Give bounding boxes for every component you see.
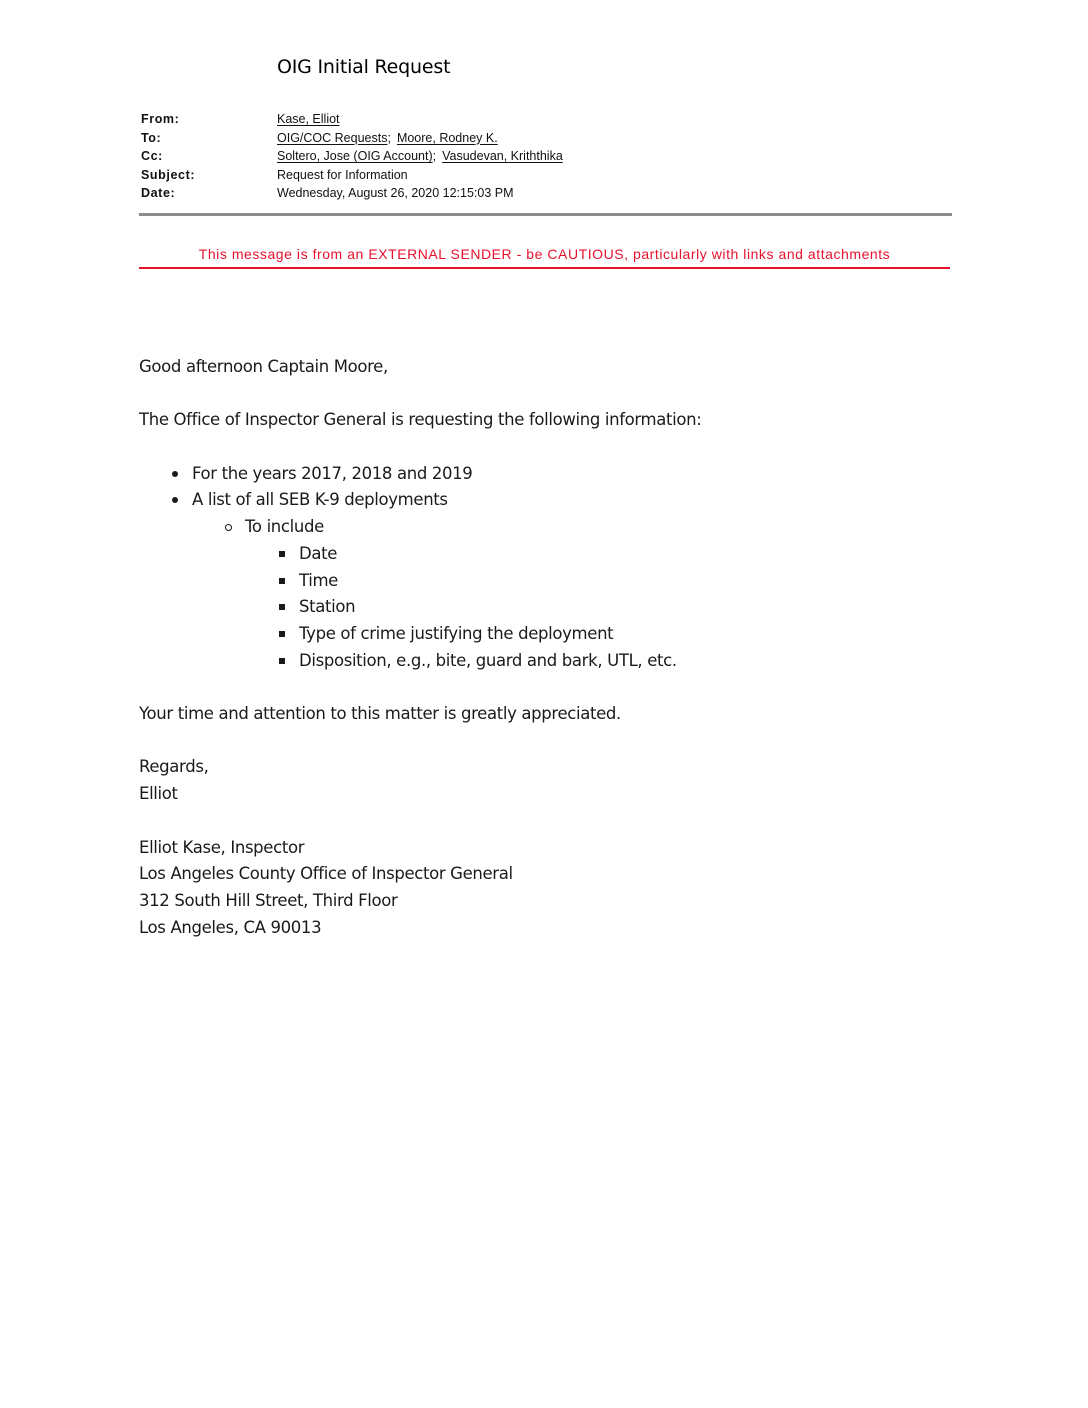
cc-row	[141, 147, 563, 166]
subject-row	[141, 166, 563, 185]
warning-underline	[139, 267, 950, 269]
field-item: Disposition, e.g., bite, guard and bark, UTL, etc.	[245, 648, 959, 675]
from-sender-link[interactable]: Kase, Elliot	[277, 112, 340, 126]
from-row	[141, 110, 563, 129]
cc-label: Cc:	[141, 149, 163, 164]
intro-paragraph: The Office of Inspector General is requesting the following information:	[139, 410, 702, 430]
regards: Regards,	[139, 757, 209, 777]
signature-name-title: Elliot Kase, Inspector	[139, 837, 305, 857]
signature-city: Los Angeles, CA 90013	[139, 917, 322, 937]
field-item: Date	[245, 541, 959, 568]
list-item: A list of all SEB K-9 deployments	[139, 487, 959, 514]
request-list	[139, 461, 959, 675]
field-item: Station	[245, 594, 959, 621]
field-item: Time	[245, 568, 959, 595]
date-row	[141, 184, 563, 203]
header-divider	[139, 213, 952, 216]
sub-list-nested	[192, 541, 959, 675]
to-label: To:	[141, 130, 162, 145]
email-header	[141, 110, 563, 203]
external-sender-warning: This message is from an EXTERNAL SENDER - be CAUTIOUS, particularly with links and attachments	[198, 246, 891, 262]
list-item-nested	[139, 514, 959, 674]
to-row	[141, 129, 563, 148]
to-recipient-link[interactable]: Moore, Rodney K.	[396, 130, 498, 145]
signature-organization: Los Angeles County Office of Inspector General	[139, 864, 513, 884]
signature-street: 312 South Hill Street, Third Floor	[139, 890, 398, 910]
to-recipient-link[interactable]: OIG/COC Requests	[277, 130, 388, 145]
date-value: Wednesday, August 26, 2020 12:15:03 PM	[277, 186, 514, 201]
closing-paragraph: Your time and attention to this matter is greatly appreciated.	[139, 704, 621, 724]
list-item: For the years 2017, 2018 and 2019	[139, 461, 959, 488]
subject-value: Request for Information	[277, 167, 408, 182]
field-list	[245, 541, 959, 675]
cc-recipient-link[interactable]: Soltero, Jose (OIG Account)	[277, 149, 433, 164]
field-item: Type of crime justifying the deployment	[245, 621, 959, 648]
message-body	[139, 354, 959, 941]
sender-name: Elliot	[139, 784, 178, 804]
cc-recipient-link[interactable]: Vasudevan, Kriththika	[442, 149, 563, 164]
subject-label: Subject:	[141, 167, 196, 182]
recipient-separator: ;	[432, 149, 437, 164]
recipient-separator: ;	[387, 130, 391, 145]
greeting: Good afternoon Captain Moore,	[139, 357, 388, 376]
sub-list-item: To include	[192, 514, 959, 541]
date-label: Date:	[141, 186, 176, 201]
from-label: From:	[141, 112, 180, 126]
document-title: OIG Initial Request	[277, 56, 451, 78]
